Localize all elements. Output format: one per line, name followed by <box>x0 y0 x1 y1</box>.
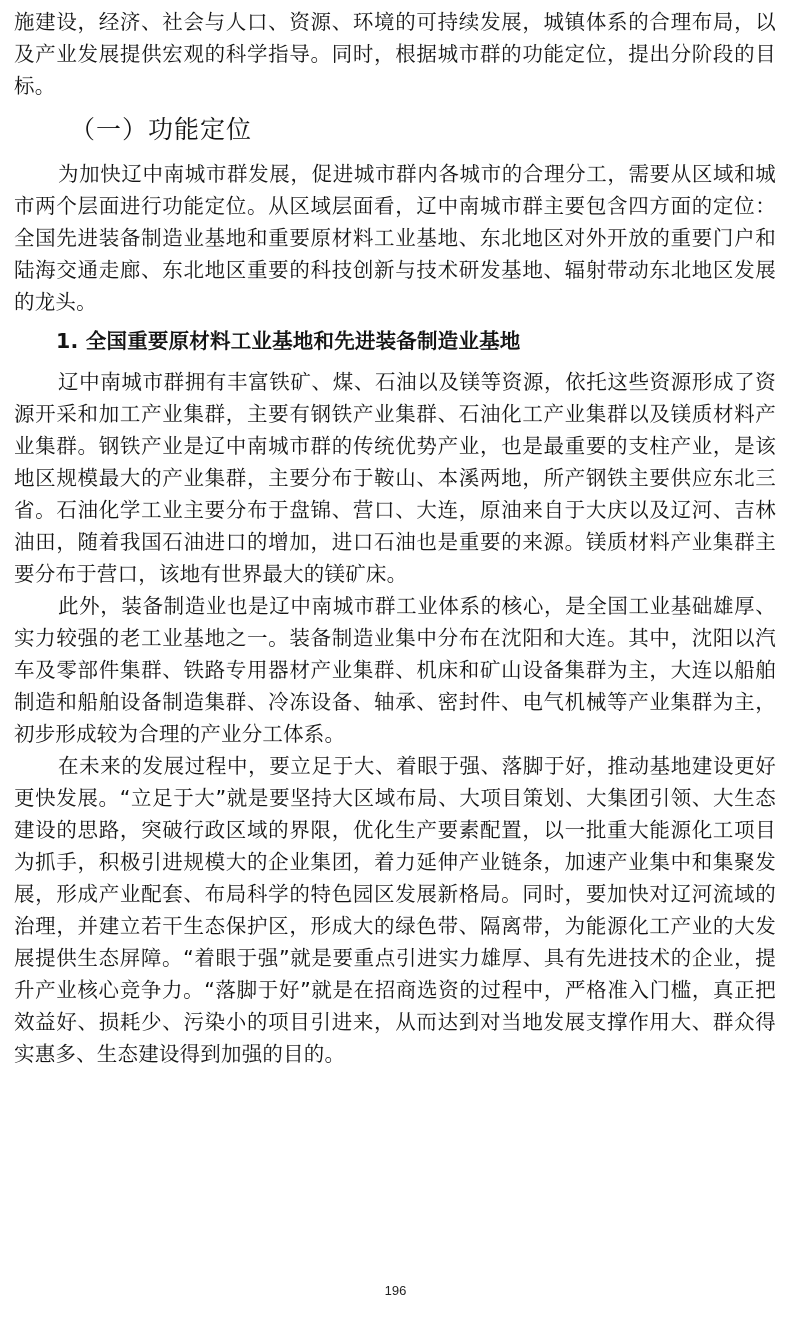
body-paragraph: 为加快辽中南城市群发展，促进城市群内各城市的合理分工，需要从区域和城市两个层面进行功能定位。从区域层面看，辽中南城市群主要包含四方面的定位：全国先进装备制造业基地和重要原材料工业基地、东北地区对外开放的重要门户和陆海交通走廊、东北地区重要的科技创新与技术研发基地、辐射带动东北地区发展的龙头。 <box>14 162 776 314</box>
body-paragraph: 施建设，经济、社会与人口、资源、环境的可持续发展，城镇体系的合理布局，以及产业发展提供宏观的科学指导。同时，根据城市群的功能定位，提出分阶段的目标。 <box>14 10 776 98</box>
body-paragraph: 此外，装备制造业也是辽中南城市群工业体系的核心，是全国工业基础雄厚、实力较强的老工业基地之一。装备制造业集中分布在沈阳和大连。其中，沈阳以汽车及零部件集群、铁路专用器材产业集群、机床和矿山设备集群为主，大连以船舶制造和船舶设备制造集群、冷冻设备、轴承、密封件、电气机械等产业集群为主，初步形成较为合理的产业分工体系。 <box>14 594 776 746</box>
subsection-heading: 1. 全国重要原材料工业基地和先进装备制造业基地 <box>56 329 521 353</box>
document-page <box>14 6 776 1070</box>
body-paragraph: 在未来的发展过程中，要立足于大、着眼于强、落脚于好，推动基地建设更好更快发展。“立足于大”就是要坚持大区域布局、大项目策划、大集团引领、大生态建设的思路，突破行政区域的界限，优化生产要素配置，以一批重大能源化工项目为抓手，积极引进规模大的企业集团，着力延伸产业链条，加速产业集中和集聚发展，形成产业配套、布局科学的特色园区发展新格局。同时，要加快对辽河流域的治理，并建立若干生态保护区，形成大的绿色带、隔离带，为能源化工产业的大发展提供生态屏障。“着眼于强”就是要重点引进实力雄厚、具有先进技术的企业，提升产业核心竞争力。“落脚于好”就是在招商选资的过程中，严格准入门槛，真正把效益好、损耗少、污染小的项目引进来，从而达到对当地发展支撑作用大、群众得实惠多、生态建设得到加强的目的。 <box>14 754 776 1066</box>
page-number: 196 <box>384 1283 407 1298</box>
body-paragraph: 辽中南城市群拥有丰富铁矿、煤、石油以及镁等资源，依托这些资源形成了资源开采和加工产业集群，主要有钢铁产业集群、石油化工产业集群以及镁质材料产业集群。钢铁产业是辽中南城市群的传统优势产业，也是最重要的支柱产业，是该地区规模最大的产业集群，主要分布于鞍山、本溪两地，所产钢铁主要供应东北三省。石油化学工业主要分布于盘锦、营口、大连，原油来自于大庆以及辽河、吉林油田，随着我国石油进口的增加，进口石油也是重要的来源。镁质材料产业集群主要分布于营口，该地有世界最大的镁矿床。 <box>14 370 776 586</box>
section-heading: （一）功能定位 <box>70 115 253 144</box>
